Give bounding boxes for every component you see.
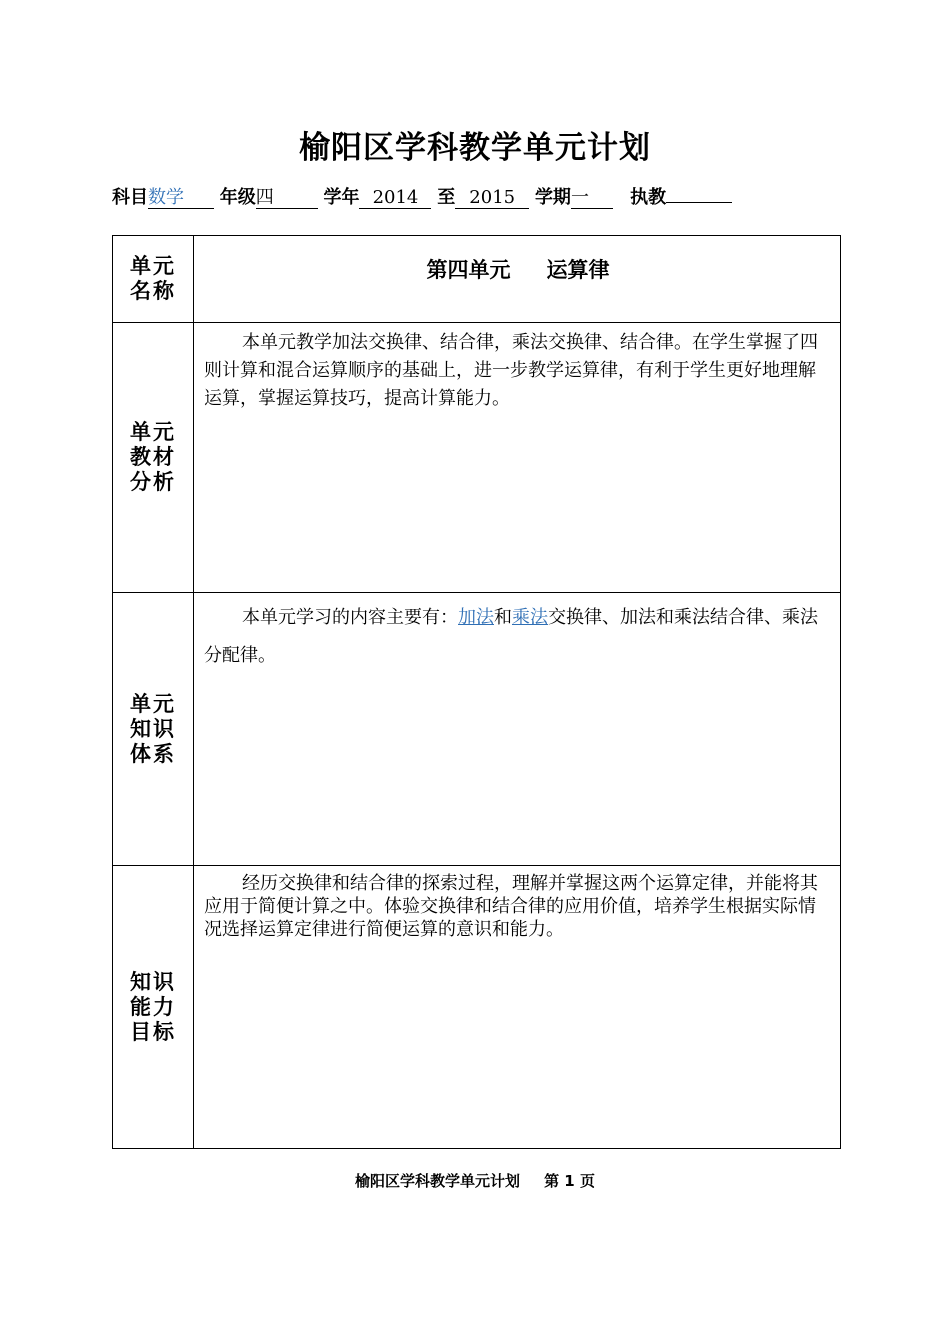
text-segment: 交换律、加法和乘法结合律、乘法分配律。 [204,607,818,666]
grade-value: 四 [256,188,318,209]
table-row-unit-name [113,236,841,323]
meta-line [112,184,832,212]
table-row-material-analysis [113,323,841,593]
footer-title: 榆阳区学科教学单元计划 [355,1172,521,1190]
header-line: 能力 [130,994,176,1019]
teacher-value [666,202,732,203]
text-segment: 和 [494,607,512,628]
row-header-material-analysis [113,323,194,593]
subject-value: 数学 [148,188,214,209]
header-line: 体系 [130,741,176,766]
page-footer [0,1170,950,1191]
year-label: 学年 [323,187,360,208]
header-line: 目标 [130,1019,176,1044]
unit-number: 第四单元 [426,258,511,282]
addition-link[interactable]: 加法 [458,607,494,628]
unit-title: 运算律 [546,258,610,282]
header-line: 知识 [130,969,176,994]
material-analysis-text: 本单元教学加法交换律、结合律，乘法交换律、结合律。在学生掌握了四则计算和混合运算顺序的基础上，进一步教学运算律，有利于学生更好地理解运算，掌握运算技巧，提高计算能力。 [204,332,818,409]
row-header-unit-name [113,236,194,323]
header-line: 单元 [130,691,176,716]
header-line: 单元 [130,254,176,278]
header-line: 单元 [130,420,176,444]
header-line: 教材 [130,445,176,469]
year-from: 2014 [359,188,431,209]
document-title: 榆阳区学科教学单元计划 [299,130,651,166]
term-label: 学期 [534,187,571,208]
footer-page-number: 第 1 页 [544,1172,595,1190]
unit-name-cell [194,236,841,323]
header-line: 名称 [130,279,176,303]
knowledge-system-cell [194,593,841,866]
ability-goals-cell [194,866,841,1149]
header-line: 分析 [130,470,176,494]
header-line: 知识 [130,716,176,741]
material-analysis-cell [194,323,841,593]
row-header-ability-goals [113,866,194,1149]
subject-label: 科目 [112,187,148,208]
multiplication-link[interactable]: 乘法 [512,607,548,628]
text-segment: 本单元学习的内容主要有： [242,607,458,628]
table-row-ability-goals [113,866,841,1149]
unit-plan-table [112,235,841,1149]
year-to-label: 至 [437,187,456,208]
row-header-knowledge-system [113,593,194,866]
year-to: 2015 [455,188,529,209]
grade-label: 年级 [219,187,256,208]
ability-goals-text: 经历交换律和结合律的探索过程，理解并掌握这两个运算定律，并能将其应用于简便计算之中。体验交换律和结合律的应用价值，培养学生根据实际情况选择运算定律进行简便运算的意识和能力。 [204,873,818,940]
table-row-knowledge-system [113,593,841,866]
teacher-label: 执教 [630,187,667,208]
knowledge-system-text [204,599,832,675]
term-value: 一 [571,188,613,209]
